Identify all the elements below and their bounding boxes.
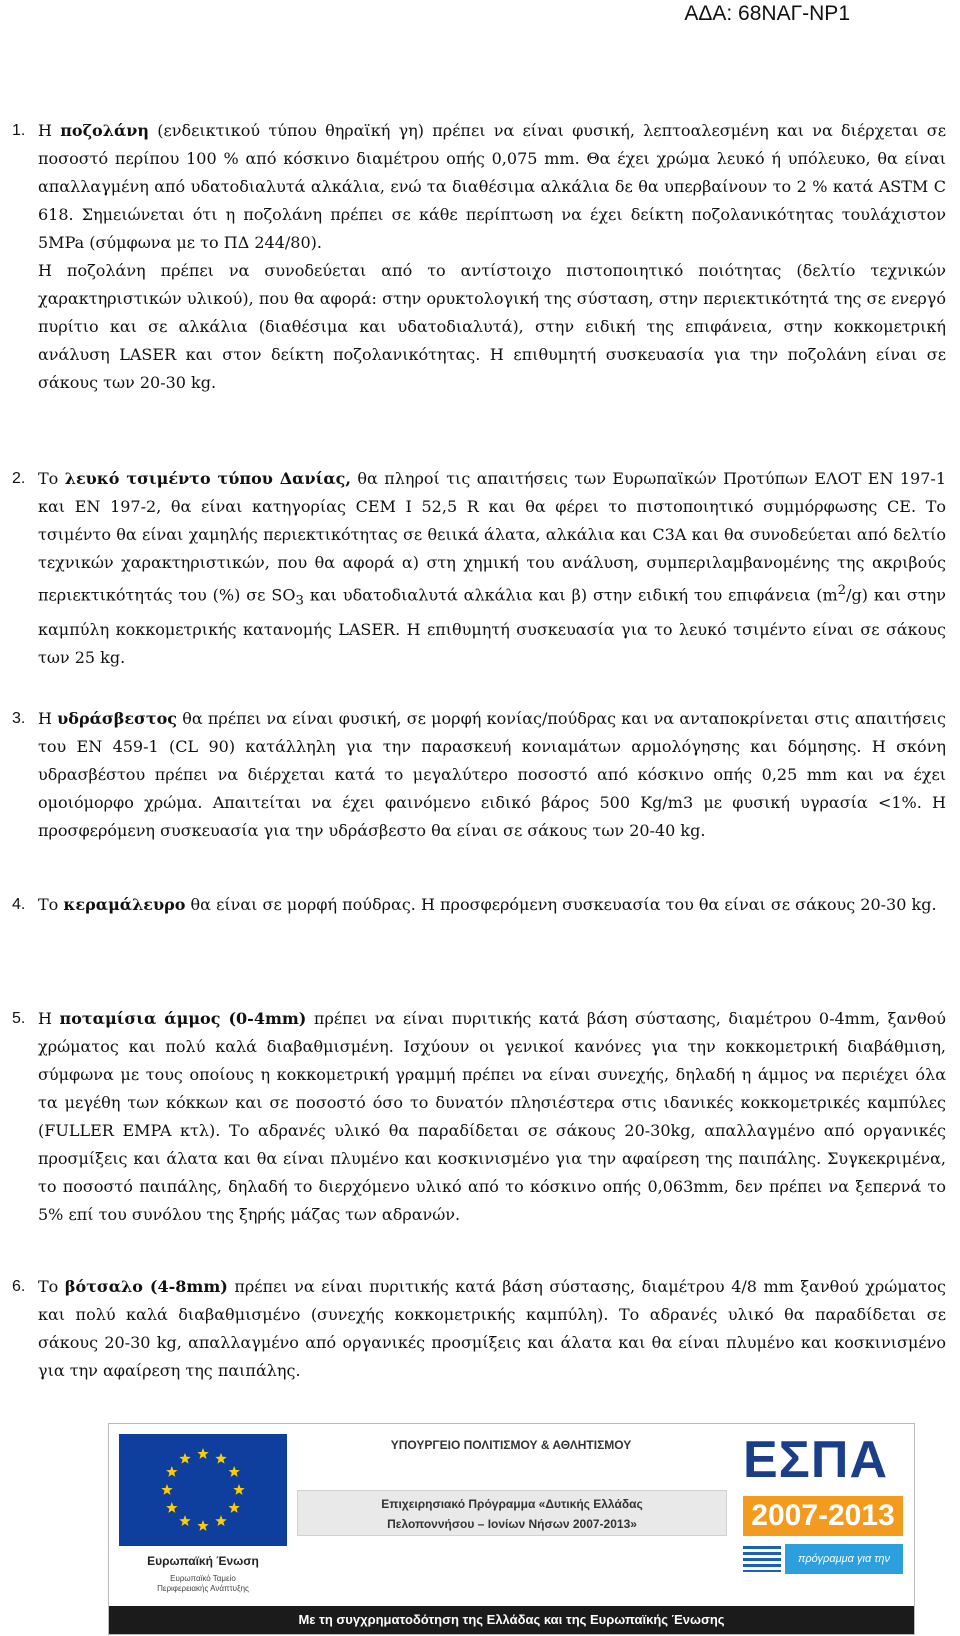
eu-star: [166, 1502, 177, 1513]
eu-star: [197, 1520, 208, 1531]
eu-flag-icon: [119, 1434, 287, 1546]
term-ceramic-powder: κεραμάλευρο: [63, 895, 186, 914]
item-paragraph: Η ποταμίσια άμμος (0-4mm) πρέπει να είναι πυριτικής κατά βάση σύστασης, διαμέτρου 0-4mm, ξανθού χρώματος και πολύ καλά διαβαθμισμένη. Ισχύουν οι γενικοί κανόνες για την κοκκομετρική διαβάθμιση, σύμφωνα με τους οποίους η κοκκομετρική γραμμή πρέπει να είναι συνεχής, δηλαδή η άμμος να περιέχει όλα τα μεγέθη των κόκκων και σε ποσοστό όσο το δυνατόν πλησιέστερα στις ιδανικές κοκκομετρικές καμπύλες (FULLER EMPA κτλ). Το αδρανές υλικό θα παραδίδεται σε σάκους 20-30kg, απαλλαγμένο από οργανικές προσμίξεις και άλατα και θα είναι πλυμένο και κοσκινισμένο για την αφαίρεση της παιπάλης. Συγκεκριμένα, το ποσοστό παιπάλης, δηλαδή το διερχόμενο υλικό από το κόσκινο οπής 0,063mm, δεν πρέπει να ξεπερνά το 5% επί του συνόλου της ξηρής μάζας των αδρανών.: [38, 1009, 947, 1224]
eu-star: [228, 1466, 239, 1477]
funding-banner: [108, 1423, 915, 1635]
eu-stars-icon: [119, 1434, 287, 1546]
term-hydrated-lime: υδράσβεστος: [57, 709, 178, 728]
item-number: 3.: [12, 710, 26, 727]
item-number: 4.: [12, 896, 26, 913]
term-river-sand: ποταμίσια άμμος (0-4mm): [59, 1009, 307, 1028]
eu-star: [228, 1502, 239, 1513]
item-number: 2.: [12, 470, 26, 487]
item-paragraph: Το λευκό τσιμέντο τύπου Δανίας, θα πληροί τις απαιτήσεις των Ευρωπαϊκών Προτύπων ΕΛΟΤ ΕΝ 197-1 και ΕΝ 197-2, θα είναι κατηγορίας CEM I 52,5 R και θα φέρει το πιστοποιητικό συμμόρφωσης CE. Το τσιμέντο θα είναι χαμηλής περιεκτικότητας σε θειικά άλατα, αλκάλια και C3A και θα συνοδεύεται από δελτίο τεχνικών χαρακτηριστικών, που θα αφορά α) στη χημική του ανάλυση, συμπεριλαμβανομένης της ακριβούς περιεκτικότητάς του (%) σε $SO_3$ και υδατοδιαλυτά αλκάλια και β) στην ειδική του επιφάνεια $(m^2/g)$ και στην καμπύλη κοκκομετρικής κατανομής LASER. Η επιθυμητή συσκευασία για το λευκό τσιμέντο είναι σε σάκους των 25 kg.: [38, 469, 946, 667]
eu-fund-label: Ευρωπαϊκό Ταμείο Περιφερειακής Ανάπτυξης: [157, 1574, 249, 1593]
term-white-cement: λευκό τσιμέντο τύπου Δανίας,: [64, 469, 351, 488]
greek-flag-icon: [743, 1546, 781, 1572]
eu-star: [166, 1466, 177, 1477]
espa-logo: [739, 1428, 907, 1598]
eu-star: [179, 1515, 190, 1526]
item-paragraph: Η ποζολάνη (ενδεικτικού τύπου θηραϊκή γη) πρέπει να είναι φυσική, λεπτοαλεσμένη και να διέρχεται σε ποσοστό περίπου 100 % από κόσκινο διαμέτρου οπής 0,075 mm. Θα έχει χρώμα λευκό ή υπόλευκο, θα είναι απαλλαγμένη από υδατοδιαλυτά αλκάλια, ενώ τα διαθέσιμα αλκάλια δε θα υπερβαίνουν το 2 % κατά ASTM C 618. Σημειώνεται ότι η ποζολάνη πρέπει σε κάθε περίπτωση να έχει δείκτη ποζολανικότητας τουλάχιστον 5MPa (σύμφωνα με το ΠΔ 244/80).: [38, 121, 946, 252]
list-item-5: [0, 1005, 960, 1229]
list-item-4: [0, 891, 960, 919]
espa-word: ΕΣΠΑ: [743, 1431, 888, 1489]
item-number: 1.: [12, 122, 26, 139]
item-paragraph: Η υδράσβεστος θα πρέπει να είναι φυσική, σε μορφή κονίας/πούδρας και να ανταποκρίνεται στις απαιτήσεις του ΕΝ 459-1 (CL 90) κατάλληλη για την παρασκευή κονιαμάτων αρμολόγησης και δόμησης. Η σκόνη υδρασβέστου πρέπει να διέρχεται κατά το μεγαλύτερο ποσοστό από κόσκινο οπής 0,25 mm και να έχει ομοιόμορφο χρώμα. Απαιτείται να έχει φαινόμενο ειδικό βάρος 500 Kg/m3 με φυσική υγρασία <1%. Η προσφερόμενη συσκευασία για την υδράσβεστο θα είναι σε σάκους των 20-40 kg.: [38, 709, 946, 840]
eu-logo: [119, 1430, 287, 1600]
item-number: 5.: [12, 1010, 26, 1027]
eu-star: [197, 1448, 208, 1459]
eu-star: [161, 1484, 172, 1495]
eu-star: [179, 1453, 190, 1464]
item-paragraph-2: Η ποζολάνη πρέπει να συνοδεύεται από το αντίστοιχο πιστοποιητικό ποιότητας (δελτίο τεχνικών χαρακτηριστικών υλικού), που θα αφορά: στην ορυκτολογική της σύσταση, στην περιεκτικότητά της σε ενεργό πυρίτιο και σε αλκάλια (διαθέσιμα και υδατοδιαλυτά), στην ειδική της επιφάνεια, στην κοκκομετρική ανάλυση LASER και στον δείκτη ποζολανικότητας. Η επιθυμητή συσκευασία για την ποζολάνη είναι σε σάκους των 20-30 kg.: [38, 261, 946, 392]
eu-label: Ευρωπαϊκή Ένωση: [147, 1554, 259, 1568]
item-number: 6.: [12, 1278, 26, 1295]
eu-star: [233, 1484, 244, 1495]
item-paragraph: Το βότσαλο (4-8mm) πρέπει να είναι πυριτικής κατά βάση σύστασης, διαμέτρου 4/8 mm ξανθού χρώματος και πολύ καλά διαβαθμισμένο (συνεχής κοκκομετρικής καμπύλη). Το αδρανές υλικό θα παραδίδεται σε σάκους 20-30 kg, απαλλαγμένο από οργανικές προσμίξεις και άλατα και θα είναι πλυμένο και κοσκινισμένο για την αφαίρεση της παιπάλης.: [38, 1277, 947, 1380]
program-title: Επιχειρησιακό Πρόγραμμα «Δυτικής Ελλάδας Πελοποννήσου – Ιονίων Νήσων 2007-2013»: [297, 1490, 727, 1536]
espa-tagline: πρόγραμμα για την ανάπτυξη: [785, 1544, 903, 1574]
list-item-6: [0, 1273, 960, 1385]
eu-star: [215, 1515, 226, 1526]
eu-star: [215, 1453, 226, 1464]
espa-years: 2007-2013: [743, 1496, 903, 1536]
term-pebble: βότσαλο (4-8mm): [64, 1277, 228, 1296]
ministry-title: ΥΠΟΥΡΓΕΙΟ ΠΟΛΙΤΙΣΜΟΥ & ΑΘΛΗΤΙΣΜΟΥ: [390, 1438, 632, 1452]
list-item-1: [0, 117, 960, 397]
ada-code: ΑΔΑ: 68ΝΑΓ-ΝΡ1: [684, 2, 850, 25]
item-paragraph: Το κεραμάλευρο θα είναι σε μορφή πούδρας. Η προσφερόμενη συσκευασία του θα είναι σε σάκους 20-30 kg.: [38, 895, 937, 914]
cofunding-statement: Με τη συγχρηματοδότηση της Ελλάδας και της Ευρωπαϊκής Ένωσης: [109, 1606, 914, 1634]
term-pozzolan: ποζολάνη: [60, 121, 149, 140]
list-item-2: [0, 465, 960, 672]
list-item-3: [0, 705, 960, 845]
